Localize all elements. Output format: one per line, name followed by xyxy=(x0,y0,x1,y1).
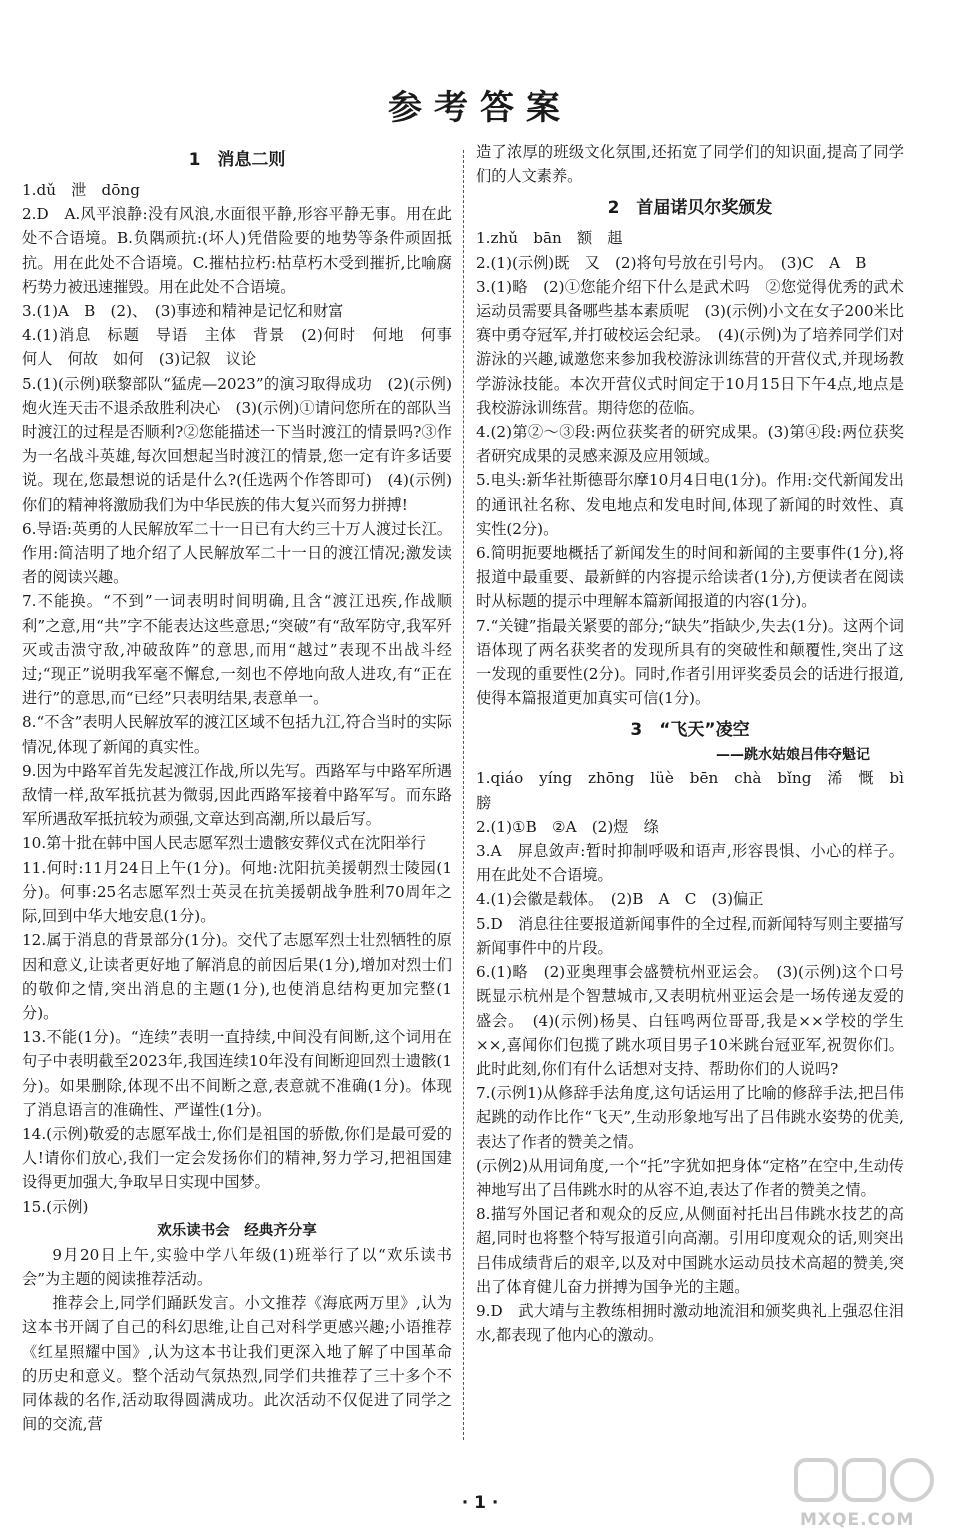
section-title: 2 首届诺贝尔奖颁发 xyxy=(607,198,773,219)
answer-item: 5.D 消息往往要报道新闻事件的全过程,而新闻特写则主要描写新闻事件中的片段。 xyxy=(476,914,904,957)
answer-item: 7.“关键”指最关紧要的部分;“缺失”指缺少,失去(1分)。这两个词语体现了两名获奖者的发现所具有的突破性和颠覆性,突出了这一发现的重要性(2分)。同时,作者引用评奖委员会的话进行报道,使得本篇报道更加真实可信(1分)。 xyxy=(476,616,904,708)
answer-item: 3.(1)A B (2)、 (3)事迹和精神是记忆和财富 xyxy=(22,302,344,321)
watermark-text: MXQE.COM xyxy=(800,1510,915,1530)
answer-item: 7.(示例1)从修辞手法角度,这句话运用了比喻的修辞手法,把吕伟起跳的动作比作“飞天”,生动形象地写出了吕伟跳水姿势的优美,表达了作者的赞美之情。 (示例2)从用词角度,一个“托”字犹如把身体“定格”在空中,生动传神地写出了吕伟跳水时的从容不迫,表达了作者的赞美之情。 xyxy=(476,1084,904,1199)
page-number: · 1 · xyxy=(461,1493,499,1513)
answer-item: 15.(示例) xyxy=(22,1197,89,1216)
essay-title: 欢乐读书会 经典齐分享 xyxy=(157,1222,317,1239)
section-title: 3 “飞天”凌空 xyxy=(630,720,750,741)
answer-item: 4.(1)会徽是载体。 (2)B A C (3)偏正 xyxy=(476,890,764,909)
section-title: 1 消息二则 xyxy=(188,150,286,170)
answer-item: 8.“不含”表明人民解放军的渡江区域不包括九江,符合当时的实际情况,体现了新闻的真实性。 xyxy=(22,713,452,756)
answer-item: 6.简明扼要地概括了新闻发生的时间和新闻的主要事件(1分),将报道中最重要、最新鲜的内容提示给读者(1分),方便读者在阅读时从标题的提示中理解本篇新闻报道的内容(1分)。 xyxy=(476,544,904,611)
answer-item: 1.zhǔ bān 额 趄 xyxy=(476,229,623,248)
answer-item: 9.D 武大靖与主教练相拥时激动地流泪和颁奖典礼上强忍住泪水,都表现了他内心的激动。 xyxy=(476,1301,904,1345)
essay-paragraph: 9月20日上午,实验中学八年级(1)班举行了以“欢乐读书会”为主题的阅读推荐活动。 xyxy=(22,1245,452,1288)
page-title: 参考答案 xyxy=(388,88,572,128)
answer-item: 5.(1)(示例)联黎部队“猛虎—2023”的演习取得成功 (2)(示例)炮火连天击不退杀敌胜利决心 (3)(示例)①请问您所在的部队当时渡江的过程是否顺利?②您能描述一下当时渡江的情景吗?③作为一名战斗英雄,每次回想起当时渡江的情景,您一定有许多话要说。现在,您最想说的话是什么?(任选两个作答即可) (4)(示例)你们的精神将激励我们为中华民族的伟大复兴而努力拼搏! xyxy=(22,374,452,514)
answer-item: 9.因为中路军首先发起渡江作战,所以先写。西路军与中路军所遇敌情一样,敌军抵抗甚为微弱,因此西路军接着中路军写。而东路军所遇敌军抵抗较为顽强,文章达到高潮,所以最后写。 xyxy=(22,761,452,829)
answer-item: 11.何时:11月24日上午(1分)。何地:沈阳抗美援朝烈士陵园(1分)。何事:25名志愿军烈士英灵在抗美援朝战争胜利70周年之际,回到中华大地安息(1分)。 xyxy=(22,858,452,926)
answer-item: 1.dǔ 泄 dōng xyxy=(22,181,140,199)
answer-item: 8.描写外国记者和观众的反应,从侧面衬托出吕伟跳水技艺的高超,同时也将整个特写报道引向高潮。引用印度观众的话,则突出吕伟成绩背后的艰辛,以及对中国跳水运动员技术高超的赞美,突出了体育健儿奋力拼搏为国争光的主题。 xyxy=(476,1205,904,1296)
left-column xyxy=(22,140,468,1496)
answer-item: 1.qiáo yíng zhōng lüè bēn chà bǐng 浠 慨 bì 膀 xyxy=(476,769,920,812)
answer-item: 4.(2)第②～③段:两位获奖者的研究成果。(3)第④段:两位获奖者研究成果的灵感来源及应用领域。 xyxy=(476,423,904,466)
essay-paragraph: 推荐会上,同学们踊跃发言。小文推荐《海底两万里》,认为这本书开阔了自己的科幻思维,让自己对科学更感兴趣;小语推荐《红星照耀中国》,认为这本书让我们更深入地了解了中国革命的历史和意义。整个活动气氛热烈,同学们共推荐了三十多个不同体裁的名作,活动取得圆满成功。此次活动不仅促进了同学之间的交流,营 xyxy=(22,1294,452,1434)
answer-item: 14.(示例)敬爱的志愿军战士,你们是祖国的骄傲,你们是最可爱的人!请你们放心,我们一定会发扬你们的精神,努力学习,把祖国建设得更加强大,争取早日实现中国梦。 xyxy=(22,1124,452,1192)
answer-item: 10.第十批在韩中国人民志愿军烈士遗骸安葬仪式在沈阳举行 xyxy=(22,834,426,853)
answer-item: 2.(1)(示例)既 又 (2)将句号放在引号内。 (3)C A B xyxy=(476,253,867,272)
answer-item: 4.(1)消息 标题 导语 主体 背景 (2)何时 何地 何事 何人 何故 如何 (3)记叙 议论 xyxy=(22,326,468,369)
answer-item: 5.电头:新华社斯德哥尔摩10月4日电(1分)。作用:交代新闻发出的通讯社名称、发电地点和发电时间,体现了新闻的时效性、真实性(2分)。 xyxy=(476,471,904,538)
answer-item: 13.不能(1分)。“连续”表明一直持续,中间没有间断,这个词用在句子中表明截至2023年,我国连续10年没有间断迎回烈士遗骸(1分)。如果删除,体现不出不间断之意,表意就不准确(1分)。体现了消息语言的准确性、严谨性(1分)。 xyxy=(22,1028,452,1119)
answer-item: 12.属于消息的背景部分(1分)。交代了志愿军烈士壮烈牺牲的原因和意义,让读者更好地了解消息的前因后果(1分),增加对烈士们的敬仰之情,突出消息的主题(1分),也使消息结构更加完整(1分)。 xyxy=(22,931,452,1022)
answer-item: 3.(1)略 (2)①您能介绍下什么是武术吗 ②您觉得优秀的武术运动员需要具备哪些基本素质呢 (3)(示例)小文在女子200米比赛中勇夺冠军,并打破校运会纪录。 (4)(示例)为了培养同学们对游泳的兴趣,诚邀您来参加我校游泳训练营的开营仪式,并现场教学游泳技能。本次开营仪式时间定于10月15日下午4点,地点是我校游泳训练营。期待您的莅临。 xyxy=(476,277,904,417)
essay-continuation: 造了浓厚的班级文化氛围,还拓宽了同学们的知识面,提高了同学们的人文素养。 xyxy=(476,143,904,186)
answer-item: 6.(1)略 (2)亚奥理事会盛赞杭州亚运会。 (3)(示例)这个口号既显示杭州是个智慧城市,又表明杭州亚运会是一场传递友爱的盛会。 (4)(示例)杨昊、白钰鸣两位哥哥,我是××学校的学生××,喜闻你们包揽了跳水项目男子10米跳台冠亚军,祝贺你们。此时此刻,你们有什么话想对支持、帮助你们的人说吗? xyxy=(476,963,904,1078)
answer-item: 3.A 屏息敛声:暂时抑制呼吸和语声,形容畏惧、小心的样子。用在此处不合语境。 xyxy=(476,842,904,885)
right-column xyxy=(476,140,920,1496)
answer-item: 2.(1)①B ②A (2)煜 绦 xyxy=(476,817,659,836)
answer-item: 2.D A.风平浪静:没有风浪,水面很平静,形容平静无事。用在此处不合语境。B.负隅顽抗:(坏人)凭借险要的地势等条件顽固抵抗。用在此处不合语境。C.摧枯拉朽:枯草朽木受到摧折,比喻腐朽势力被迅速摧毁。用在此处不合语境。 xyxy=(22,205,452,296)
section-subtitle: ——跳水姑娘吕伟夺魁记 xyxy=(716,747,870,764)
answer-item: 7.不能换。“不到”一词表明时间明确,且含“渡江迅疾,作战顺利”之意,用“共”字不能表达这些意思;“突破”有“敌军防守,我军歼灭或击溃守敌,冲破敌阵”的意思,而用“越过”表现不出战斗经过;“现正”说明我军毫不懈怠,一刻也不停地向敌人进攻,有“正在进行”的意思,而“已经”只表明结果,表意单一。 xyxy=(22,592,452,708)
answer-item: 6.导语:英勇的人民解放军二十一日已有大约三十万人渡过长江。作用:简洁明了地介绍了人民解放军二十一日的渡江情况;激发读者的阅读兴趣。 xyxy=(22,519,452,587)
